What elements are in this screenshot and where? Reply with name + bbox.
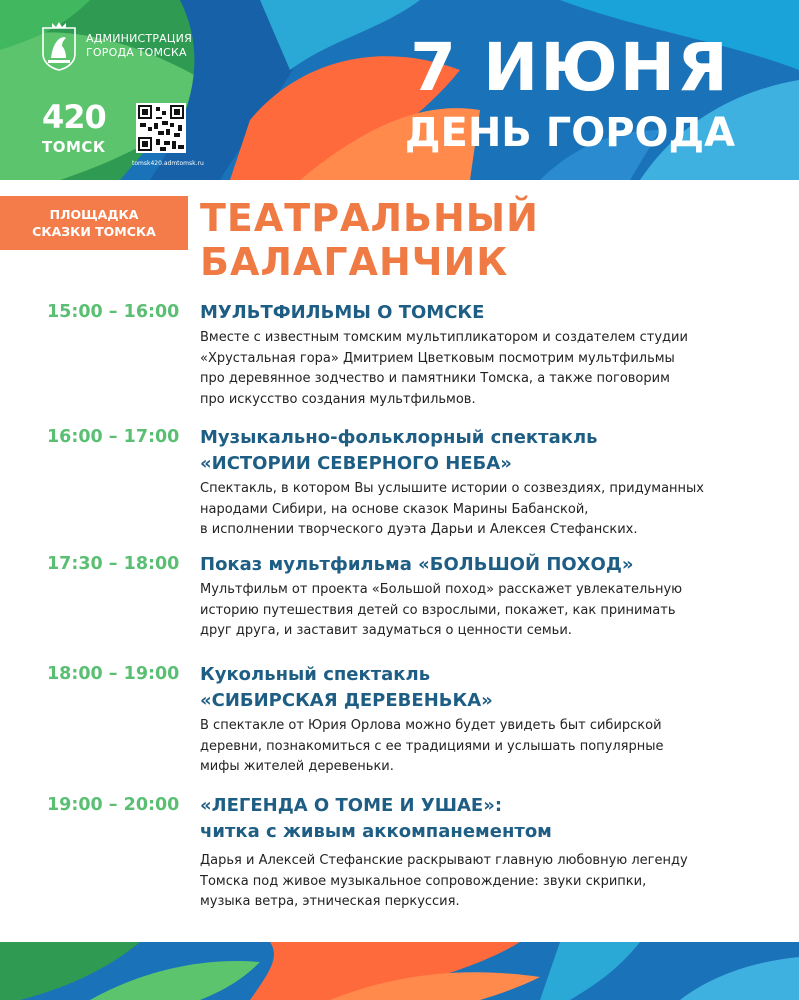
event-title xyxy=(200,300,760,326)
venue-title-line2: БАЛАГАНЧИК xyxy=(200,240,509,284)
tomsk-420-logo xyxy=(42,100,106,156)
event-time: 16:00 – 17:00 xyxy=(47,427,180,447)
event-description-line: в исполнении творческого дуэта Дарьи и Алексея Стефанских. xyxy=(200,522,638,537)
event-description-line: историю путешествия детей со взрослыми, покажет, как принимать xyxy=(200,602,676,618)
event-title-line1: МУЛЬТФИЛЬМЫ О ТОМСКЕ xyxy=(200,302,485,323)
event-description-line: друг друга, и заставит задуматься о ценности семьи. xyxy=(200,623,572,638)
qr-caption[interactable]: tomsk420.admtomsk.ru xyxy=(132,160,204,167)
venue-title-line1: ТЕАТРАЛЬНЫЙ xyxy=(200,196,539,240)
event-description-line: Спектакль, в котором Вы услышите истории о созвездиях, придуманных xyxy=(200,481,705,496)
event-title xyxy=(200,425,760,477)
event-description-line: народами Сибири, на основе сказок Марины Бабанской, xyxy=(200,501,589,517)
event-description-line: мифы жителей деревеньки. xyxy=(200,759,394,774)
event-description-line: про искусство создания мультфильмов. xyxy=(200,391,476,407)
event-description-line: Томска под живое музыкальное сопровождение: звуки скрипки, xyxy=(200,873,647,889)
event-description-line: Мультфильм от проекта «Большой поход» расскажет увлекательную xyxy=(200,582,683,597)
event-description xyxy=(200,851,760,913)
admin-name-line1: АДМИНИСТРАЦИЯ xyxy=(86,32,192,45)
event-title xyxy=(200,662,760,714)
event-description-line: музыка ветра, этническая перкуссия. xyxy=(200,894,460,909)
event-title-line1: Кукольный спектакль xyxy=(200,664,431,685)
brand-number: 420 xyxy=(42,98,106,136)
event-title xyxy=(200,793,760,845)
brand-city: ТОМСК xyxy=(42,138,106,156)
venue-tag-line1: ПЛОЩАДКА xyxy=(49,207,139,222)
qr-code-icon[interactable] xyxy=(136,103,186,153)
event-name: ДЕНЬ ГОРОДА xyxy=(404,110,736,156)
top-banner xyxy=(0,0,799,180)
event-time: 19:00 – 20:00 xyxy=(47,795,180,815)
event-date-title xyxy=(380,30,760,156)
event-title-line1: «ЛЕГЕНДА О ТОМЕ И УШАЕ»: xyxy=(200,795,503,816)
venue-tag-line2: СКАЗКИ ТОМСКА xyxy=(32,224,156,239)
event-description-line: деревни, познакомиться с ее традициями и услышать популярные xyxy=(200,738,664,754)
event-date: 7 ИЮНЯ xyxy=(410,29,730,106)
event-description-line: Дарья и Алексей Стефанские раскрывают главную любовную легенду xyxy=(200,853,688,868)
tomsk-crest-icon xyxy=(40,20,78,72)
event-time: 15:00 – 16:00 xyxy=(47,302,180,322)
event-description xyxy=(200,716,760,778)
admin-name-line2: ГОРОДА ТОМСКА xyxy=(86,46,187,59)
event-description xyxy=(200,328,760,410)
event-title-line1: Музыкально-фольклорный спектакль xyxy=(200,427,598,448)
admin-logo xyxy=(40,20,192,72)
event-description-line: «Хрустальная гора» Дмитрием Цветковым посмотрим мультфильмы xyxy=(200,350,675,366)
event-title-line1: Показ мультфильма «БОЛЬШОЙ ПОХОД» xyxy=(200,554,634,575)
bottom-banner-background xyxy=(0,942,799,1000)
event-description xyxy=(200,580,760,642)
bottom-banner xyxy=(0,942,799,1000)
event-title-line2: «ИСТОРИИ СЕВЕРНОГО НЕБА» xyxy=(200,453,512,474)
event-title xyxy=(200,552,760,578)
venue-tag xyxy=(0,196,188,250)
event-time: 18:00 – 19:00 xyxy=(47,664,180,684)
event-title-line2: читка с живым аккомпанементом xyxy=(200,821,552,842)
venue-title xyxy=(200,196,539,284)
event-title-line2: «СИБИРСКАЯ ДЕРЕВЕНЬКА» xyxy=(200,690,493,711)
event-description-line: про деревянное зодчество и памятники Томска, а также поговорим xyxy=(200,371,670,386)
admin-name xyxy=(86,32,192,60)
event-time: 17:30 – 18:00 xyxy=(47,554,180,574)
event-description-line: В спектакле от Юрия Орлова можно будет увидеть быт сибирской xyxy=(200,718,662,733)
event-description xyxy=(200,479,760,541)
event-description-line: Вместе с известным томским мультипликатором и создателем студии xyxy=(200,330,688,345)
